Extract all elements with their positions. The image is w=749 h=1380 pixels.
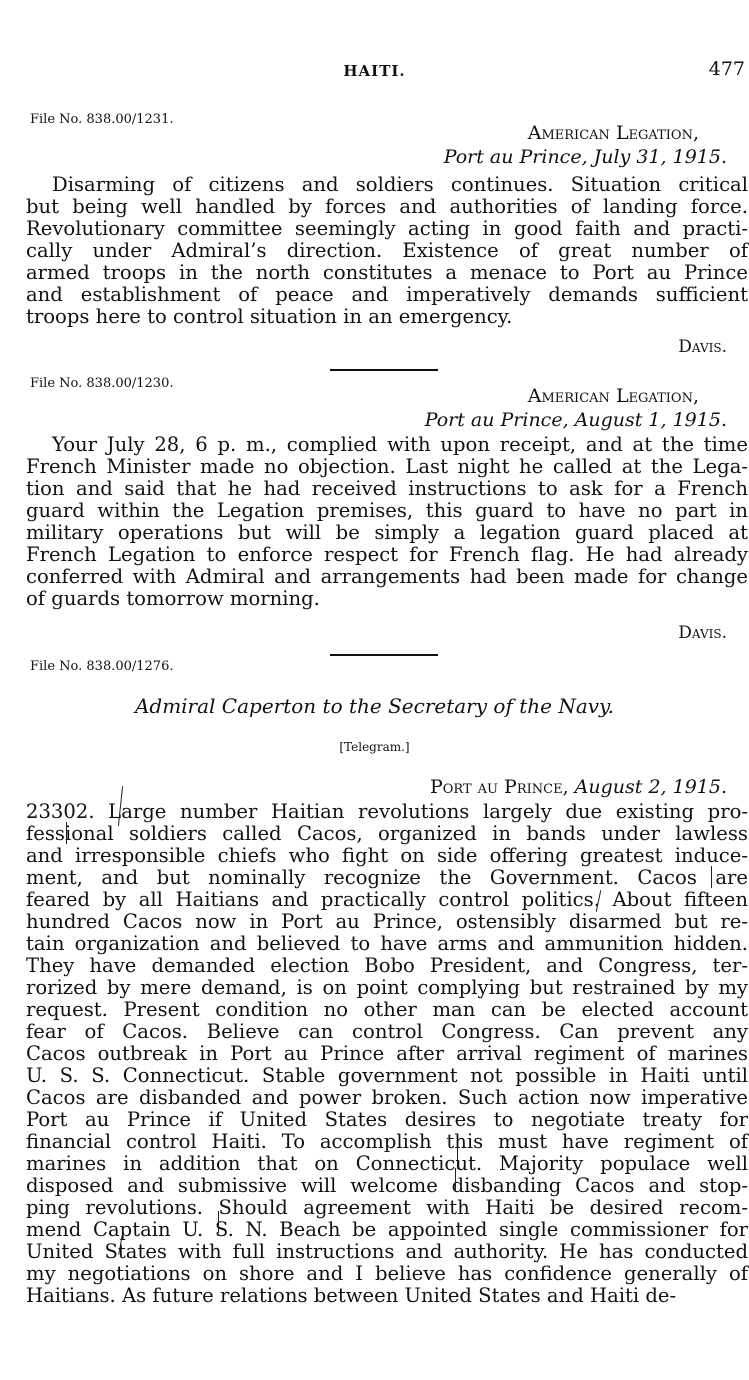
pencil-mark [711,866,712,888]
body-line: cally under Admiral’s direction. Existence of great number of [26,239,748,262]
message-body-1 [26,174,748,328]
body-line: Port au Prince if United States desires to negotiate treaty for [26,1108,748,1131]
body-line: tain organization and believed to have arms and ammunition hidden. [26,932,748,955]
place-date-3: Port au Prince, August 2, 1915. [429,776,727,798]
body-line: my negotiations on shore and I believe has confidence generally of [26,1262,748,1285]
telegram-heading: Admiral Caperton to the Secretary of the Navy. [134,694,615,718]
body-line: ping revolutions. Should agreement with Haiti be desired recom- [26,1196,748,1219]
body-line: military operations but will be simply a legation guard placed at [26,521,748,544]
body-line: Haitians. As future relations between United States and Haiti de- [26,1284,677,1307]
body-line: French Minister made no objection. Last night he called at the Lega- [26,455,748,478]
pencil-mark [218,1211,219,1233]
body-line: guard within the Legation premises, this guard to have no part in [26,499,748,522]
body-line: Cacos outbreak in Port au Prince after arrival regiment of marines [26,1042,748,1065]
legation-header-1: American Legation, [527,122,699,144]
pencil-mark [455,1168,456,1190]
body-line: fessional soldiers called Cacos, organized in bands under lawless [26,822,748,845]
body-line: rorized by mere demand, is on point complying but restrained by my [26,976,748,999]
legation-header-2: American Legation, [527,385,699,407]
body-line: French Legation to enforce respect for French flag. He had already [26,543,748,566]
file-number-1276: File No. 838.00/1276. [30,659,174,674]
body-line: fear of Cacos. Believe can control Congress. Can prevent any [26,1020,748,1043]
body-line: feared by all Haitians and practically control politics. About fifteen [26,888,748,911]
body-line: disposed and submissive will welcome disbanding Cacos and stop- [26,1174,748,1197]
pencil-mark [66,822,67,844]
body-line: of guards tomorrow morning. [26,587,320,610]
place-date-2: Port au Prince, August 1, 1915. [424,409,727,431]
file-number-1231: File No. 838.00/1231. [30,112,174,127]
body-line: Cacos are disbanded and power broken. Such action now imperative [26,1086,748,1109]
body-line: marines in addition that on Connecticut. Majority populace well [26,1152,748,1175]
running-head: HAITI. [343,62,406,80]
section-divider [330,654,438,656]
body-line: financial control Haiti. To accomplish this must have regiment of [26,1130,748,1153]
body-line: 23302. Large number Haitian revolutions largely due existing pro- [26,800,748,823]
file-number-1230: File No. 838.00/1230. [30,376,174,391]
telegram-label: [Telegram.] [339,740,410,754]
message-body-3 [26,801,748,1307]
body-line: United States with full instructions and authority. He has conducted [26,1240,748,1263]
body-line: tion and said that he had received instructions to ask for a French [26,477,748,500]
body-line: Disarming of citizens and soldiers continues. Situation critical [52,173,748,196]
body-line: and establishment of peace and imperatively demands sufficient [26,283,748,306]
body-line: ment, and but nominally recognize the Government. Cacos are [26,866,748,889]
body-line: mend Captain U. S. N. Beach be appointed single commissioner for [26,1218,748,1241]
body-line: but being well handled by forces and authorities of landing force. [26,195,748,218]
body-line: request. Present condition no other man can be elected account [26,998,748,1021]
body-line: and irresponsible chiefs who fight on side offering greatest induce- [26,844,748,867]
body-line: Revolutionary committee seemingly acting in good faith and practi- [26,217,748,240]
section-divider [330,369,438,371]
signature-2: Davis. [678,623,727,643]
body-line: U. S. S. Connecticut. Stable government not possible in Haiti until [26,1064,748,1087]
body-line: Your July 28, 6 p. m., complied with upon receipt, and at the time [52,433,748,456]
body-line: They have demanded election Bobo President, and Congress, ter- [26,954,748,977]
body-line: hundred Cacos now in Port au Prince, ostensibly disarmed but re- [26,910,748,933]
place-date-1: Port au Prince, July 31, 1915. [443,146,727,168]
page-number: 477 [708,58,745,80]
message-body-2 [26,434,748,610]
pencil-mark [457,1147,458,1169]
signature-1: Davis. [678,337,727,357]
body-line: conferred with Admiral and arrangements had been made for change [26,565,748,588]
body-line: armed troops in the north constitutes a menace to Port au Prince [26,261,748,284]
body-line: troops here to control situation in an emergency. [26,305,513,328]
